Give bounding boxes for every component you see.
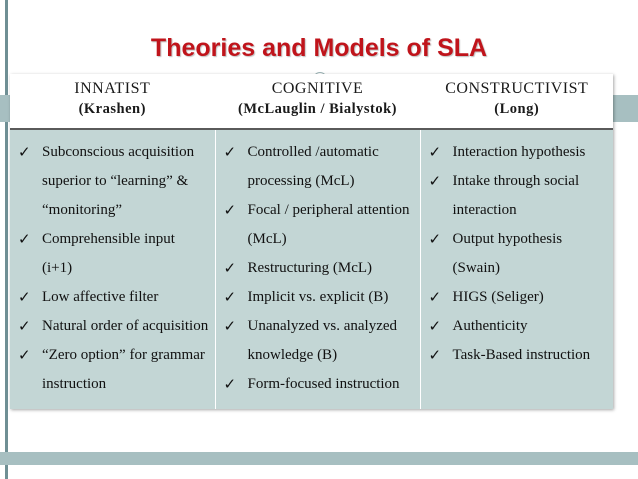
list-item-text: Form-focused instruction: [247, 376, 400, 392]
list-item-text: Controlled /automatic processing (McL): [247, 144, 379, 189]
list-item-text: “Zero option” for grammar instruction: [42, 347, 205, 392]
list-item: [427, 283, 608, 312]
list-item: [427, 167, 608, 225]
list-item: [16, 283, 209, 312]
list-item-text: HIGS (Seliger): [452, 289, 544, 305]
list-item-text: Natural order of acquisition: [42, 318, 209, 334]
check-mark-icon: ✓: [223, 317, 237, 335]
footer-band: [0, 452, 638, 465]
list-item-text: Implicit vs. explicit (B): [247, 289, 389, 305]
list-item: [427, 312, 608, 341]
column-header-innatist: [10, 74, 215, 129]
list-item-text: Intake through social interaction: [452, 173, 580, 218]
column-heading: INNATIST: [74, 80, 151, 97]
list-item: [222, 370, 414, 399]
column-header-constructivist: [420, 74, 613, 129]
check-mark-icon: ✓: [18, 317, 31, 335]
column-cell-cognitive: [215, 129, 420, 409]
list-item: [427, 225, 608, 283]
list-item-text: Subconscious acquisition superior to “learning” & “monitoring”: [42, 144, 195, 218]
list-item-text: Task-Based instruction: [452, 347, 591, 363]
list-item: [222, 138, 414, 196]
column-subheading: (Long): [494, 101, 540, 117]
list-item-text: Restructuring (McL): [247, 260, 373, 276]
check-mark-icon: ✓: [18, 288, 31, 306]
check-mark-icon: ✓: [223, 259, 237, 277]
check-mark-icon: ✓: [428, 346, 442, 364]
left-frame-line: [5, 0, 8, 479]
check-mark-icon: ✓: [223, 201, 237, 219]
list-item-text: Authenticity: [452, 318, 528, 334]
check-mark-icon: ✓: [428, 288, 442, 306]
bullet-list: [222, 138, 414, 399]
list-item: [16, 312, 209, 341]
list-item-text: Focal / peripheral attention (McL): [247, 202, 410, 247]
list-item-text: Low affective filter: [42, 289, 159, 305]
bullet-list: [427, 138, 608, 370]
list-item-text: Unanalyzed vs. analyzed knowledge (B): [247, 318, 398, 363]
list-item: [222, 254, 414, 283]
check-mark-icon: ✓: [428, 230, 442, 248]
column-cell-constructivist: [420, 129, 613, 409]
column-heading: CONSTRUCTIVIST: [445, 80, 589, 97]
list-item-text: Interaction hypothesis: [452, 144, 586, 160]
column-subheading: (McLauglin / Bialystok): [238, 101, 397, 117]
column-cell-innatist: [10, 129, 215, 409]
check-mark-icon: ✓: [18, 346, 31, 364]
column-heading: COGNITIVE: [271, 80, 364, 97]
check-mark-icon: ✓: [18, 230, 31, 248]
list-item: [222, 283, 414, 312]
column-subheading: (Krashen): [78, 101, 146, 117]
slide-title: Theories and Models of SLA: [150, 34, 488, 62]
list-item: [16, 341, 209, 399]
check-mark-icon: ✓: [18, 143, 31, 161]
bullet-list: [16, 138, 209, 399]
list-item: [16, 138, 209, 225]
check-mark-icon: ✓: [223, 375, 237, 393]
check-mark-icon: ✓: [428, 317, 442, 335]
list-item: [222, 196, 414, 254]
check-mark-icon: ✓: [428, 172, 442, 190]
list-item: [16, 225, 209, 283]
column-header-cognitive: [215, 74, 420, 129]
list-item: [427, 341, 608, 370]
list-item: [222, 312, 414, 370]
check-mark-icon: ✓: [223, 288, 237, 306]
check-mark-icon: ✓: [223, 143, 237, 161]
check-mark-icon: ✓: [428, 143, 442, 161]
list-item-text: Comprehensible input (i+1): [42, 231, 175, 276]
theories-table: [10, 74, 613, 409]
list-item: [427, 138, 608, 167]
list-item-text: Output hypothesis (Swain): [452, 231, 563, 276]
